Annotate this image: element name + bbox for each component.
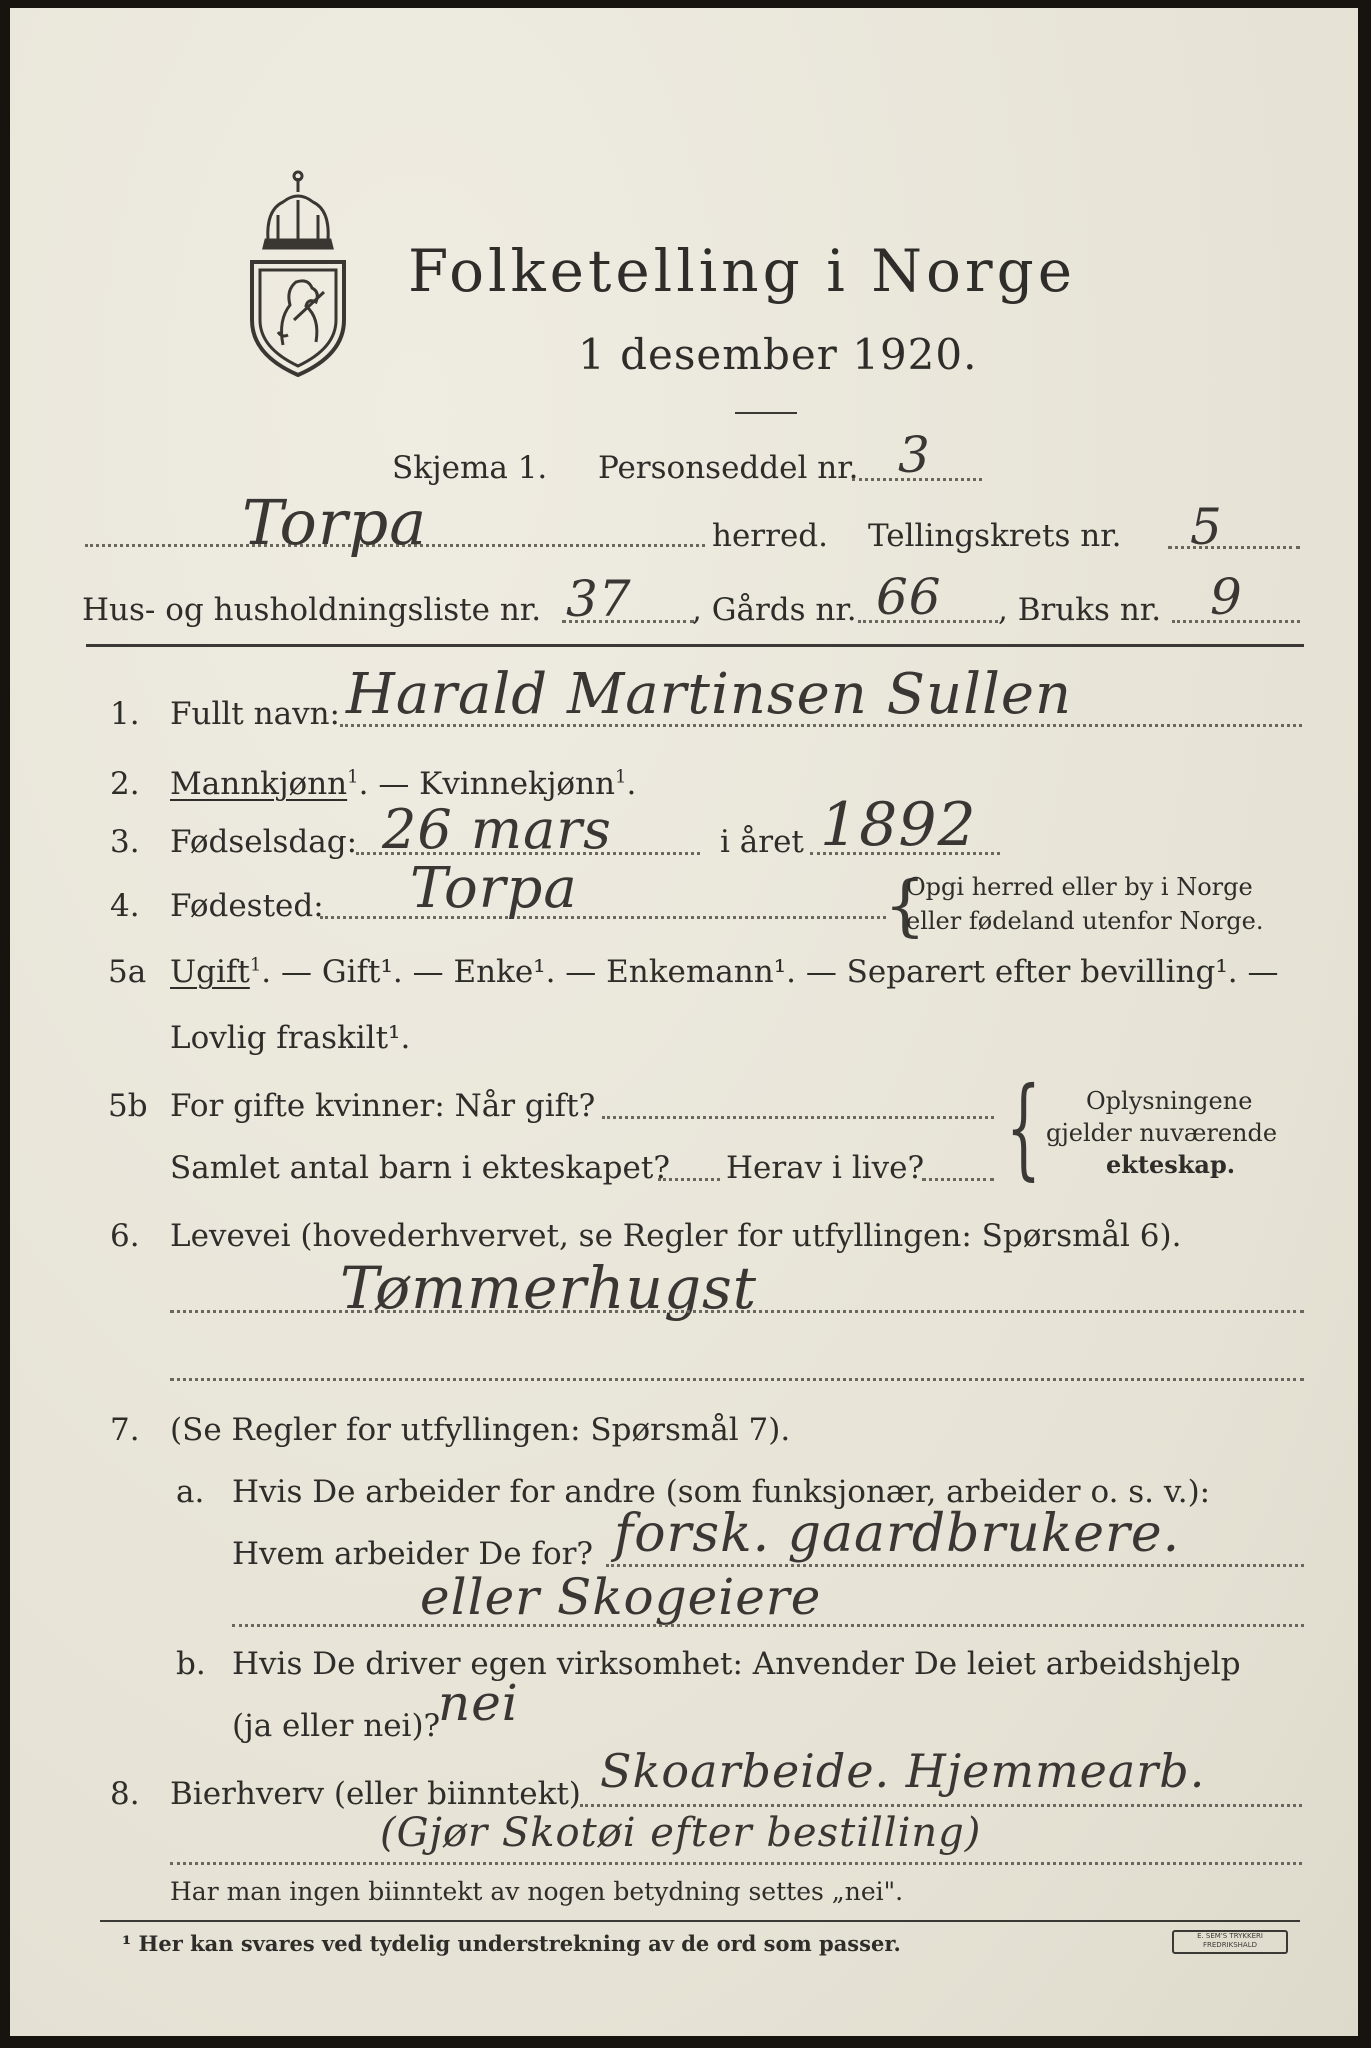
q5b-married-line xyxy=(602,1116,994,1119)
q5a-other-options: . — Gift¹. — Enke¹. — Enkemann¹. — Separert efter bevilling¹. — xyxy=(261,954,1279,990)
census-form xyxy=(10,8,1358,2036)
q8-note: Har man ingen biinntekt av nogen betydning settes „nei". xyxy=(170,1877,904,1906)
full-name-value: Harald Martinsen Sullen xyxy=(346,662,1073,727)
q8-number: 8. xyxy=(110,1776,140,1812)
q1-label: Fullt navn: xyxy=(170,696,340,732)
q7b-number: b. xyxy=(176,1646,206,1682)
q3-year-label: i året xyxy=(720,824,804,860)
footnote-divider xyxy=(100,1920,1300,1922)
q7a-text: Hvis De arbeider for andre (som funksjonær, arbeider o. s. v.): xyxy=(232,1474,1211,1510)
employer-value-1: forsk. gaardbrukere. xyxy=(614,1504,1181,1564)
gards-value: 66 xyxy=(876,568,942,626)
q4-note-2: eller fødeland utenfor Norge. xyxy=(906,907,1264,935)
personseddel-value: 3 xyxy=(898,426,931,484)
male-option: Mannkjønn xyxy=(170,766,348,802)
birth-year-value: 1892 xyxy=(820,790,977,860)
q7a-line-1 xyxy=(606,1564,1304,1567)
schema-label: Skjema 1. xyxy=(392,450,548,486)
q6-line-2 xyxy=(170,1378,1304,1381)
employer-value-2: eller Skogeiere xyxy=(420,1568,822,1626)
q3-number: 3. xyxy=(110,824,140,860)
printer-stamp-text: E. SEM'S TRYKKERI FREDRIKSHALD xyxy=(1197,1932,1263,1949)
tellingskrets-value: 5 xyxy=(1190,498,1223,556)
q1-number: 1. xyxy=(110,696,140,732)
gender-end: . xyxy=(626,766,637,802)
q5a-line2: Lovlig fraskilt¹. xyxy=(170,1020,411,1056)
q7a-number: a. xyxy=(176,1474,205,1510)
norwegian-coat-of-arms-icon xyxy=(238,170,358,385)
husliste-value: 37 xyxy=(566,570,632,628)
female-option: Kvinnekjønn xyxy=(419,766,616,802)
q7b-question: (ja eller nei)? xyxy=(232,1708,441,1744)
q5b-label-3: Herav i live? xyxy=(726,1150,925,1186)
q8-line-2 xyxy=(170,1862,1302,1865)
q7-number: 7. xyxy=(110,1412,140,1448)
q4-brace: { xyxy=(884,867,926,944)
printer-stamp xyxy=(1172,1930,1288,1954)
footnote: ¹ Her kan svares ved tydelig understrekning av de ord som passer. xyxy=(122,1931,901,1956)
q7-label: (Se Regler for utfyllingen: Spørsmål 7). xyxy=(170,1412,791,1448)
q4-note-1: Opgi herred eller by i Norge xyxy=(906,873,1253,901)
q2-number: 2. xyxy=(110,766,140,802)
q5b-label-2: Samlet antal barn i ekteskapet? xyxy=(170,1150,670,1186)
q8-line-1 xyxy=(580,1804,1302,1807)
q6-number: 6. xyxy=(110,1218,140,1254)
herred-label: herred. xyxy=(712,518,828,554)
tellingskrets-label: Tellingskrets nr. xyxy=(868,518,1122,554)
q5b-note-3: ekteskap. xyxy=(1106,1150,1236,1179)
q8-label: Bierhverv (eller biinntekt) xyxy=(170,1776,581,1812)
birthplace-value: Torpa xyxy=(410,856,578,921)
q5b-note-2: gjelder nuværende xyxy=(1046,1119,1278,1147)
gender-separator: . — xyxy=(358,766,420,802)
herred-value: Torpa xyxy=(242,486,428,559)
bruks-value: 9 xyxy=(1210,568,1243,626)
title-divider xyxy=(735,412,797,414)
q4-label: Fødested: xyxy=(170,888,324,924)
ugift-option: Ugift xyxy=(170,954,250,990)
tellingskrets-line xyxy=(1168,546,1300,549)
q5a-number: 5a xyxy=(108,954,147,990)
side-income-value-1: Skoarbeide. Hjemmearb. xyxy=(600,1744,1206,1798)
q5b-children-line xyxy=(658,1178,720,1181)
bruks-label: , Bruks nr. xyxy=(998,592,1162,628)
q6-label: Levevei (hovederhvervet, se Regler for utfyllingen: Spørsmål 6). xyxy=(170,1218,1182,1254)
q7b-text: Hvis De driver egen virksomhet: Anvender De leiet arbeidshjelp xyxy=(232,1646,1241,1682)
q2-gender-options: Mannkjønn$^1$. — Kvinnekjønn$^1$. xyxy=(170,766,637,802)
form-title: Folketelling i Norge xyxy=(408,237,1077,305)
q4-line xyxy=(320,916,886,919)
occupation-value: Tømmerhugst xyxy=(340,1254,758,1322)
q5b-brace: { xyxy=(1006,1063,1041,1191)
gards-label: , Gårds nr. xyxy=(692,592,857,628)
q7a-line-2 xyxy=(232,1624,1304,1627)
q5b-alive-line xyxy=(922,1178,994,1181)
q5a-options: Ugift$^1$. — Gift¹. — Enke¹. — Enkemann¹. — Separert efter bevilling¹. — xyxy=(170,954,1279,990)
q4-number: 4. xyxy=(110,888,140,924)
q3-label: Fødselsdag: xyxy=(170,824,358,860)
census-date: 1 desember 1920. xyxy=(578,330,978,379)
birth-day-value: 26 mars xyxy=(382,798,612,861)
husliste-label: Hus- og husholdningsliste nr. xyxy=(82,592,542,628)
q5b-label-1: For gifte kvinner: Når gift? xyxy=(170,1088,596,1124)
q7a-question: Hvem arbeider De for? xyxy=(232,1536,594,1572)
header-divider xyxy=(86,644,1304,647)
personseddel-label: Personseddel nr. xyxy=(598,450,859,486)
q5b-note-1: Oplysningene xyxy=(1086,1087,1253,1115)
q6-line-1 xyxy=(170,1310,1304,1313)
hired-help-value: nei xyxy=(438,1674,519,1732)
q5b-number: 5b xyxy=(108,1088,148,1124)
side-income-value-2: (Gjør Skotøi efter bestilling) xyxy=(380,1810,982,1856)
